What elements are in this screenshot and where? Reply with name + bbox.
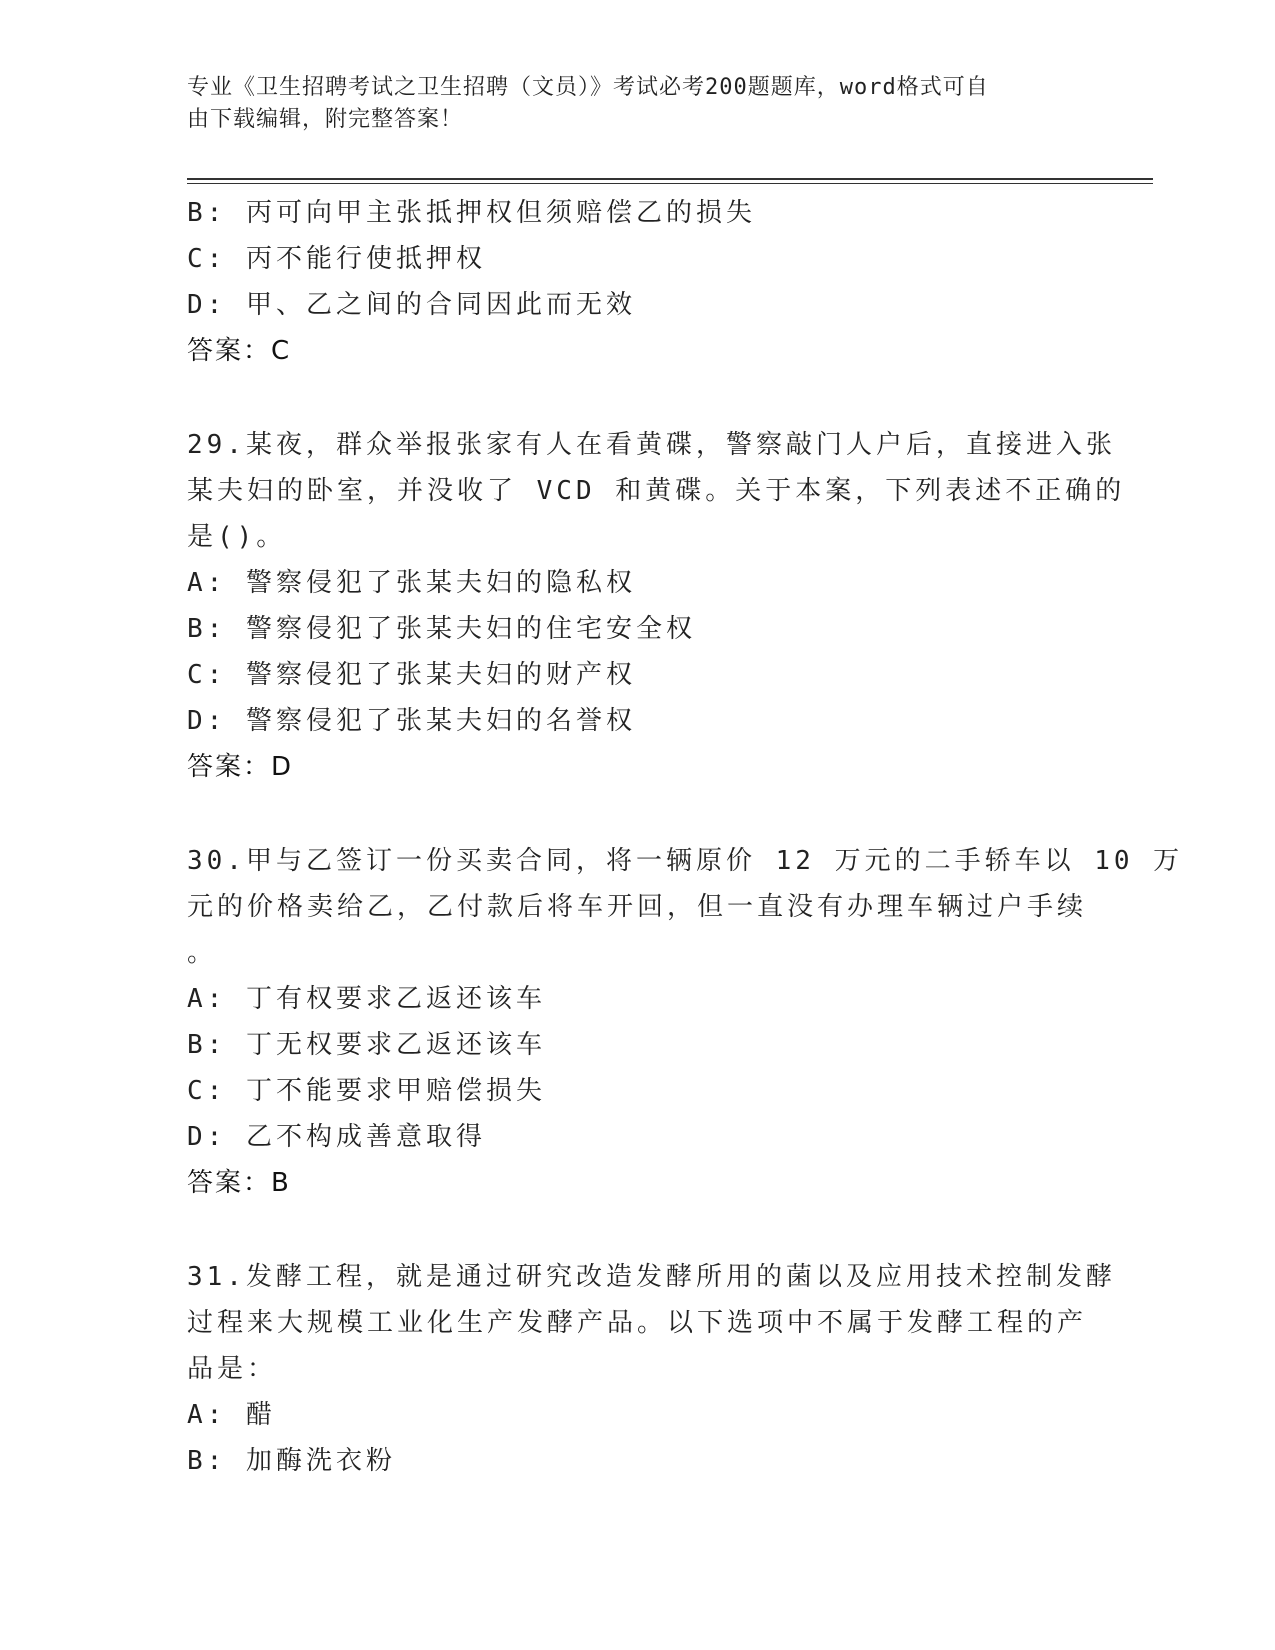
q28-option-d: D: 甲、乙之间的合同因此而无效 <box>187 290 636 320</box>
q29-answer: 答案：D <box>187 752 294 782</box>
q30-option-a: A: 丁有权要求乙返还该车 <box>187 984 546 1014</box>
q30-text-line-3: 。 <box>187 938 218 968</box>
q29-text-line-1: 29.某夜，群众举报张家有人在看黄碟，警察敲门人户后，直接进入张 <box>187 430 1116 460</box>
q29-option-d: D: 警察侵犯了张某夫妇的名誉权 <box>187 706 636 736</box>
q30-option-d: D: 乙不构成善意取得 <box>187 1122 486 1152</box>
q29-text-line-2: 某夫妇的卧室，并没收了 VCD 和黄碟。关于本案，下列表述不正确的 <box>187 476 1126 506</box>
header-line-2: 由下载编辑，附完整答案！ <box>187 107 464 132</box>
q29-option-a: A: 警察侵犯了张某夫妇的隐私权 <box>187 568 636 598</box>
q30-option-b: B: 丁无权要求乙返还该车 <box>187 1030 546 1060</box>
header-line-1: 专业《卫生招聘考试之卫生招聘（文员）》考试必考200题题库，word格式可自 <box>187 75 989 100</box>
q31-text-line-1: 31.发酵工程，就是通过研究改造发酵所用的菌以及应用技术控制发酵 <box>187 1262 1116 1292</box>
q28-answer: 答案：C <box>187 336 292 366</box>
q31-text-line-3: 品是： <box>187 1354 278 1384</box>
q30-text-line-2: 元的价格卖给乙，乙付款后将车开回，但一直没有办理车辆过户手续 <box>187 892 1088 922</box>
q29-text-line-3: 是()。 <box>187 522 287 552</box>
q30-answer: 答案：B <box>187 1168 291 1198</box>
q30-option-c: C: 丁不能要求甲赔偿损失 <box>187 1076 546 1106</box>
q29-option-c: C: 警察侵犯了张某夫妇的财产权 <box>187 660 636 690</box>
document-body <box>187 190 1184 1484</box>
document-header <box>187 72 1067 136</box>
header-divider <box>187 178 1153 180</box>
q31-text-line-2: 过程来大规模工业化生产发酵产品。以下选项中不属于发酵工程的产 <box>187 1308 1088 1338</box>
q29-option-b: B: 警察侵犯了张某夫妇的住宅安全权 <box>187 614 696 644</box>
q31-option-b: B: 加酶洗衣粉 <box>187 1446 396 1476</box>
q28-option-c: C: 丙不能行使抵押权 <box>187 244 486 274</box>
q30-text-line-1: 30.甲与乙签订一份买卖合同，将一辆原价 12 万元的二手轿车以 10 万 <box>187 846 1184 876</box>
header-divider-thin <box>187 183 1153 184</box>
q31-option-a: A: 醋 <box>187 1400 276 1430</box>
q28-option-b: B: 丙可向甲主张抵押权但须赔偿乙的损失 <box>187 198 756 228</box>
